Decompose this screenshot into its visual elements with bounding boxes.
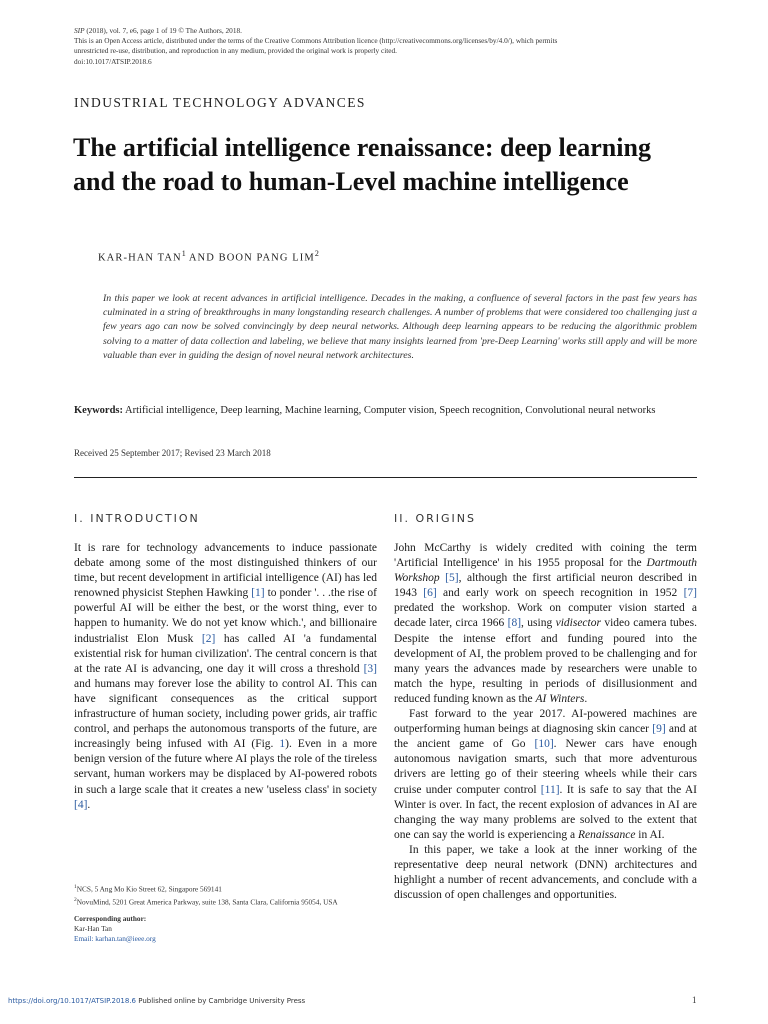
- doi-link[interactable]: https://doi.org/10.1017/ATSIP.2018.6: [8, 997, 137, 1005]
- keywords-label: Keywords:: [74, 405, 123, 416]
- text-run: has called AI 'a fundamental existential risk for human civilization'. The central concern is that at the rate AI is advancing, one day it will cross a threshold: [74, 632, 378, 675]
- journal-name: SIP: [74, 26, 85, 35]
- italic-run: vidisector: [555, 617, 601, 630]
- journal-header: [74, 26, 694, 67]
- italic-run: Dartmouth Workshop: [394, 557, 697, 585]
- text-run: . Newer cars have enough autonomous navigation smarts, such that more adventurous drivers are letting go of their steering wheels while their cars cruise under computer control: [394, 738, 697, 796]
- license-line-1: This is an Open Access article, distributed under the terms of the Creative Commons Attribution licence (http://creativecommons.org/licenses/by/4.0/), which permits: [74, 36, 558, 46]
- author-2: BOON PANG LIM: [218, 252, 315, 264]
- footnote-1: [74, 882, 377, 895]
- text-run: It is rare for technology advancements to induce passionate debate among some of the most distinguished thinkers of our time, but recent development in artificial intelligence (AI) has led renowned physicist Stephen Hawking: [74, 542, 377, 600]
- corresponding-author-name: Kar-Han Tan: [74, 924, 112, 934]
- citation-line: [74, 26, 694, 36]
- footnote-marker: 1: [74, 884, 77, 890]
- text-run: .: [584, 692, 588, 705]
- text-run: and humans may forever lose the ability to control AI. This can have significant consequences as the critical support infrastructure of human society, including power grids, air traffic control, and perhaps the autonomous transports of the future, are increasingly being infused with AI (Fig.: [74, 677, 377, 751]
- text-run: in AI.: [635, 828, 665, 841]
- author-conjunction: AND: [185, 252, 219, 264]
- citation-link[interactable]: [4]: [74, 798, 88, 811]
- footnote-2: [74, 895, 377, 908]
- author-1: KAR-HAN TAN: [98, 252, 182, 264]
- keywords: [74, 404, 698, 418]
- author-list: [98, 249, 319, 264]
- italic-run: AI Winters: [535, 692, 585, 705]
- citation-link[interactable]: [6]: [423, 587, 437, 600]
- citation-link[interactable]: [2]: [201, 632, 216, 645]
- text-run: and early work on speech recognition in 1952: [436, 587, 684, 600]
- origins-heading: II. ORIGINS: [394, 512, 477, 525]
- paper-title: The artificial intelligence renaissance: deep learning and the road to human-Level machine intelligence: [73, 133, 651, 196]
- text-run: .: [87, 798, 91, 811]
- introduction-body: [74, 541, 377, 813]
- footnote-marker: 2: [74, 896, 77, 903]
- received-dates: Received 25 September 2017; Revised 23 March 2018: [74, 448, 271, 458]
- affiliation-footnotes: [74, 882, 377, 945]
- footnote-text: NovuMind, 5201 Great America Parkway, suite 138, Santa Clara, California 95054, USA: [76, 897, 338, 907]
- abstract: In this paper we look at recent advances in artificial intelligence. Decades in the making, a confluence of several factors in the past few years has culminated in a string of breakthroughs in many longstanding research challenges. A number of problems that were considered too challenging just a few years ago can now be solved convincingly by deep neural networks. Although deep learning appears to be reducing the algorithmic problem solving to a matter of data collection and labeling, we believe that many insights learned from 'pre-Deep Learning' works still apply and will be more valuable than ever in guiding the design of novel neural network architectures.: [103, 293, 697, 361]
- introduction-paragraph: [74, 541, 377, 813]
- section-divider: [74, 477, 697, 478]
- italic-run: Renaissance: [577, 828, 636, 841]
- text-run: , although the first artificial neuron described in 1943: [394, 572, 698, 600]
- footnote-text: NCS, 5 Ang Mo Kio Street 62, Singapore 569141: [76, 884, 222, 894]
- text-run: John McCarthy is widely credited with coining the term 'Artificial Intelligence' in his 1955 proposal for the: [394, 542, 697, 570]
- text-run: and at the ancient game of Go: [394, 723, 697, 751]
- publisher-note: Published online by Cambridge University Press: [136, 997, 306, 1005]
- citation-link[interactable]: [1]: [251, 587, 265, 600]
- license-line-2: unrestricted re-use, distribution, and reproduction in any medium, provided the original work is properly cited.: [74, 46, 398, 56]
- doi-line: doi:10.1017/ATSIP.2018.6: [74, 56, 152, 66]
- author-1-affiliation: 1: [181, 249, 186, 258]
- text-run: , using: [521, 617, 556, 630]
- footer-doi: [8, 997, 305, 1005]
- citation-link[interactable]: [8]: [507, 617, 522, 630]
- author-2-affiliation: 2: [314, 249, 319, 258]
- text-run: ). Even in a more benign version of the future where AI plays the role of the tireless servant, human workers may be displaced by AI-powered robots in such a large scale that it creates a new 'useless class' in society: [74, 738, 377, 796]
- introduction-heading: I. INTRODUCTION: [74, 512, 200, 525]
- origins-body: [394, 541, 697, 903]
- section-label: INDUSTRIAL TECHNOLOGY ADVANCES: [74, 95, 366, 110]
- page-number: 1: [692, 995, 697, 1005]
- citation-link[interactable]: [3]: [363, 662, 377, 675]
- keywords-text: Artificial intelligence, Deep learning, Machine learning, Computer vision, Speech recognition, Convolutional neural networks: [123, 405, 656, 416]
- citation-link[interactable]: [11]: [540, 783, 560, 796]
- text-run: predated the workshop. Work on computer vision started a decade later, circa 1966: [394, 602, 697, 630]
- text-run: to ponder '. . .the rise of powerful AI will be either the best, or the worst thing, ever to happen to humanity. We do not yet know which.', and billionaire industrialist Elon Musk: [74, 587, 377, 645]
- citation-link[interactable]: [9]: [652, 723, 666, 736]
- corresponding-author-label: Corresponding author:: [74, 913, 147, 923]
- citation-link[interactable]: [5]: [445, 572, 459, 585]
- citation-link[interactable]: [10]: [534, 738, 554, 751]
- citation-link[interactable]: [7]: [683, 587, 697, 600]
- origins-paragraph-1: [394, 541, 697, 707]
- text-run: . It is safe to say that the AI Winter is over. In fact, the recent explosion of advances in AI are changing the way many problems are solved to the extent that one can say the world is experiencing a: [394, 783, 697, 841]
- citation-text: (2018), vol. 7, e6, page 1 of 19 © The Authors, 2018.: [84, 26, 242, 35]
- origins-paragraph-3: In this paper, we take a look at the inner working of the representative deep neural network (DNN) architectures and highlight a number of recent advancements, and conclude with a discussion of open challenges and opportunities.: [394, 843, 697, 902]
- corresponding-email-link[interactable]: Email: karhan.tan@ieee.org: [74, 934, 156, 944]
- figure-link[interactable]: 1: [279, 738, 286, 751]
- text-run: video camera tubes. Despite the intense effort and funding poured into the development of AI, the problem proved to be challenging and for many years the advances made by researchers were unable to match the hype, resulting in periods of disillusionment and reduced funding known as the: [394, 617, 698, 705]
- origins-paragraph-2: [394, 707, 697, 843]
- text-run: Fast forward to the year 2017. AI-powered machines are outperforming human beings at diagnosing skin cancer: [394, 708, 697, 736]
